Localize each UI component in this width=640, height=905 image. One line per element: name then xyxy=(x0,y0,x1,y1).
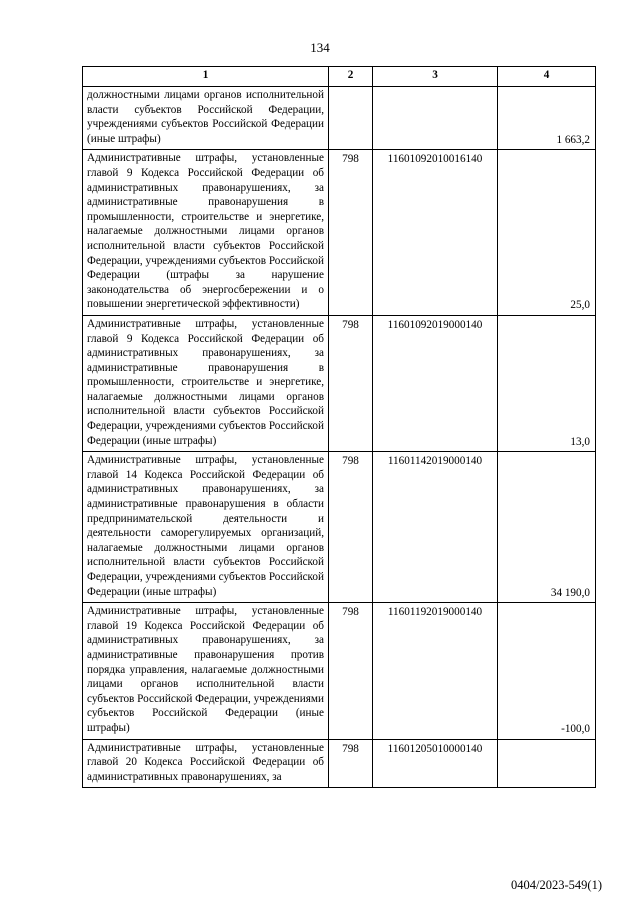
column-header-amount: 4 xyxy=(498,67,596,87)
row-description: должностными лицами органов исполнительной власти субъектов Российской Федерации, учреждениями субъектов Российской Федерации (иные штрафы) xyxy=(83,87,329,150)
row-kbk-code: 11601192019000140 xyxy=(373,603,498,739)
row-amount-cell xyxy=(498,150,596,316)
row-kbk-code: 11601142019000140 xyxy=(373,452,498,603)
document-id: 0404/2023-549(1) xyxy=(511,878,602,892)
row-amount: 1 663,2 xyxy=(556,133,590,146)
column-header-admin-code: 2 xyxy=(329,67,373,87)
row-amount: 25,0 xyxy=(570,299,590,312)
row-description: Административные штрафы, установленные главой 14 Кодекса Российской Федерации об административных правонарушениях, за административные правонарушения в области предпринимательской деятельности и деятельности саморегулируемых организаций, налагаемые должностными лицами органов исполнительной власти субъектов Российской Федерации, учреждениями субъектов Российской Федерации (иные штрафы) xyxy=(83,452,329,603)
row-kbk-code: 11601092010016140 xyxy=(373,150,498,316)
table-row xyxy=(83,315,596,451)
row-admin-code: 798 xyxy=(329,603,373,739)
row-kbk-code: 11601205010000140 xyxy=(373,739,498,788)
budget-revenue-table xyxy=(82,66,596,788)
row-kbk-code: 11601092019000140 xyxy=(373,315,498,451)
row-admin-code xyxy=(329,87,373,150)
column-header-kbk-code: 3 xyxy=(373,67,498,87)
table-row xyxy=(83,150,596,316)
row-description: Административные штрафы, установленные главой 20 Кодекса Российской Федерации об административных правонарушениях, за xyxy=(83,739,329,788)
row-description: Административные штрафы, установленные главой 19 Кодекса Российской Федерации об административных правонарушениях, за административные правонарушения против порядка управления, налагаемые должностными лицами органов исполнительной власти субъектов Российской Федерации, учреждениями субъектов Российской Федерации (иные штрафы) xyxy=(83,603,329,739)
row-amount: 34 190,0 xyxy=(550,586,590,599)
row-kbk-code xyxy=(373,87,498,150)
row-amount: -100,0 xyxy=(561,722,590,735)
row-admin-code: 798 xyxy=(329,315,373,451)
table-row xyxy=(83,739,596,788)
table-row xyxy=(83,87,596,150)
column-header-description: 1 xyxy=(83,67,329,87)
table-header-row xyxy=(83,67,596,87)
row-description: Административные штрафы, установленные главой 9 Кодекса Российской Федерации об административных правонарушениях, за административные правонарушения в промышленности, строительстве и энергетике, налагаемые должностными лицами органов исполнительной власти субъектов Российской Федерации, учреждениями субъектов Российской Федерации (иные штрафы) xyxy=(83,315,329,451)
row-amount-cell xyxy=(498,87,596,150)
page-number: 134 xyxy=(310,40,330,55)
table-row xyxy=(83,452,596,603)
row-amount: 13,0 xyxy=(570,435,590,448)
row-admin-code: 798 xyxy=(329,739,373,788)
row-amount-cell xyxy=(498,452,596,603)
row-amount-cell xyxy=(498,603,596,739)
row-admin-code: 798 xyxy=(329,452,373,603)
row-admin-code: 798 xyxy=(329,150,373,316)
row-amount-cell xyxy=(498,315,596,451)
row-description: Административные штрафы, установленные главой 9 Кодекса Российской Федерации об административных правонарушениях, за административные правонарушения в промышленности, строительстве и энергетике, налагаемые должностными лицами органов исполнительной власти субъектов Российской Федерации, учреждениями субъектов Российской Федерации (штрафы за нарушение законодательства об энергосбережении и о повышении энергетической эффективности) xyxy=(83,150,329,316)
row-amount-cell xyxy=(498,739,596,788)
table-row xyxy=(83,603,596,739)
